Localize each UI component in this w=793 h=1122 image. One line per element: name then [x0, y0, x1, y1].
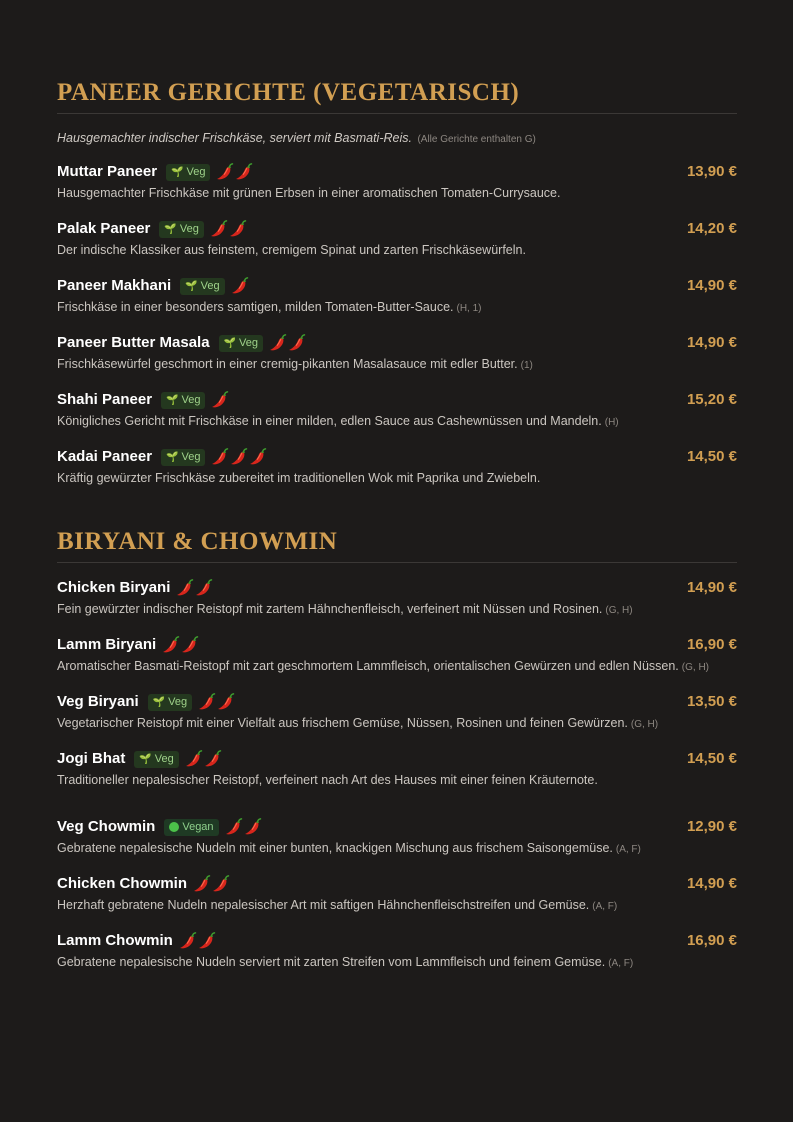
menu-item: [57, 873, 737, 930]
description-text: Hausgemachter Frischkäse mit grünen Erbsen in einer aromatischen Tomaten-Currysauce.: [57, 186, 561, 200]
description-text: Kräftig gewürzter Frischkäse zubereitet im traditionellen Wok mit Paprika und Zwiebeln.: [57, 471, 541, 485]
menu-item: [57, 275, 737, 332]
chili-pepper-icon: [194, 578, 213, 598]
chili-pepper-icon: [175, 578, 194, 598]
menu-item-price: 16,90 €: [686, 636, 737, 653]
menu-item-header: [57, 218, 737, 240]
description-text: Traditioneller nepalesischer Reistopf, verfeinert nach Art des Hauses mit einer feinen Kräuternote.: [57, 773, 598, 787]
badge-label: Veg: [239, 336, 258, 349]
menu-item-price: 13,50 €: [686, 693, 737, 710]
veg-badge: [161, 392, 205, 409]
veg-badge: [166, 164, 210, 181]
chili-pepper-icon: [184, 749, 203, 769]
menu-item-name: Veg Chowmin: [57, 818, 156, 835]
menu-item-header: [57, 446, 737, 468]
spice-level: [192, 874, 230, 894]
badge-label: Veg: [168, 695, 188, 708]
menu-item-header: [57, 816, 737, 838]
menu-item-description: [57, 412, 737, 430]
veg-badge: [134, 751, 178, 768]
menu-item-price: 14,20 €: [686, 220, 737, 237]
badge-label: Veg: [179, 222, 199, 235]
chili-pepper-icon: [224, 817, 243, 837]
menu-item-price: 12,90 €: [686, 818, 737, 835]
menu-item-description: [57, 600, 737, 618]
menu-item-name: Chicken Chowmin: [57, 875, 188, 892]
menu-item-name: Veg Biryani: [57, 693, 139, 710]
description-text: Herzhaft gebratene Nudeln nepalesischer Art mit saftigen Hähnchenfleischstreifen und Gemüse.: [57, 898, 590, 912]
menu-item-price: 14,50 €: [686, 448, 737, 465]
spice-level: [161, 635, 199, 655]
menu-item-description: [57, 953, 737, 971]
veg-badge: [180, 278, 224, 295]
badge-label: Veg: [181, 450, 201, 463]
menu-item-price: 13,90 €: [686, 163, 737, 180]
chili-pepper-icon: [228, 219, 247, 239]
chili-pepper-icon: [161, 635, 180, 655]
allergen-codes: (G, H): [681, 662, 710, 673]
chili-pepper-icon: [197, 692, 216, 712]
menu-item: [57, 446, 737, 503]
description-text: Königliches Gericht mit Frischkäse in einer milden, edlen Sauce aus Cashewnüssen und Mandeln.: [57, 414, 602, 428]
menu-item-price: 14,90 €: [686, 334, 737, 351]
menu-item-name: Lamm Biryani: [57, 636, 157, 653]
description-text: Gebratene nepalesische Nudeln mit einer bunten, knackigen Mischung aus frischem Saisongemüse.: [57, 841, 613, 855]
menu-item-name: Chicken Biryani: [57, 579, 171, 596]
section-title: BIRYANI & CHOWMIN: [57, 528, 338, 555]
chili-pepper-icon: [216, 692, 235, 712]
menu-item-name: Muttar Paneer: [57, 163, 158, 180]
menu-item-description: [57, 298, 737, 316]
spice-level: [224, 817, 262, 837]
badge-label: Veg: [181, 393, 201, 406]
menu-item-description: [57, 657, 737, 675]
veg-badge: [161, 449, 205, 466]
menu-item-name: Kadai Paneer: [57, 448, 153, 465]
section-title: PANEER GERICHTE (VEGETARISCH): [57, 79, 520, 106]
menu-item-description: [57, 355, 737, 373]
spice-level: [178, 931, 216, 951]
menu-item-header: [57, 161, 737, 183]
allergen-codes: (G, H): [605, 605, 633, 616]
menu-item-description: [57, 184, 737, 202]
chili-pepper-icon: [229, 447, 248, 467]
menu-item-description: [57, 771, 737, 789]
veg-badge: [148, 694, 192, 711]
menu-item-price: 15,20 €: [686, 391, 737, 408]
seedling-icon: 🌱: [171, 166, 184, 178]
veg-badge: [219, 335, 263, 352]
menu-item-name: Palak Paneer: [57, 220, 151, 237]
menu-item: [57, 816, 737, 873]
menu-item: [57, 161, 737, 218]
seedling-icon: 🌱: [223, 337, 237, 349]
badge-label: Vegan: [182, 820, 214, 833]
menu-item-price: 14,90 €: [686, 579, 737, 596]
chili-pepper-icon: [178, 931, 197, 951]
badge-label: Veg: [154, 752, 174, 765]
seedling-icon: 🌱: [139, 753, 152, 765]
spice-level: [268, 333, 306, 353]
description-text: Fein gewürzter indischer Reistopf mit zartem Hähnchenfleisch, verfeinert mit Nüssen und Rosinen.: [57, 602, 603, 616]
chili-pepper-icon: [210, 390, 229, 410]
spice-level: [175, 578, 213, 598]
menu-item-description: [57, 241, 737, 259]
menu-item-name: Shahi Paneer: [57, 391, 153, 408]
allergen-codes: (A, F): [592, 901, 618, 912]
seedling-icon: 🌱: [166, 451, 179, 463]
section-intro: [57, 130, 737, 146]
spice-level: [215, 162, 253, 182]
section-biryani-chowmin: [57, 527, 737, 987]
menu-item: [57, 577, 737, 634]
chili-pepper-icon: [287, 333, 306, 353]
intro-note: (Alle Gerichte enthalten G): [417, 134, 536, 145]
seedling-icon: 🌱: [166, 394, 179, 406]
chili-pepper-icon: [230, 276, 249, 296]
chili-pepper-icon: [268, 333, 287, 353]
spice-level: [184, 749, 222, 769]
menu-item-description: [57, 469, 737, 487]
menu-item-description: [57, 714, 737, 732]
chili-pepper-icon: [197, 931, 216, 951]
menu-item-header: [57, 389, 737, 411]
menu-item-name: Paneer Makhani: [57, 277, 172, 294]
menu-item-header: [57, 873, 737, 895]
menu-item: [57, 748, 737, 805]
item-list: [57, 161, 737, 503]
section-paneer: [57, 78, 737, 503]
menu-item-header: [57, 930, 737, 952]
allergen-codes: (A, F): [615, 844, 641, 855]
description-text: Vegetarischer Reistopf mit einer Vielfalt aus frischem Gemüse, Nüssen, Rosinen und feinen Gewürzen.: [57, 716, 628, 730]
veg-badge: [159, 221, 203, 238]
menu-item-price: 14,90 €: [686, 277, 737, 294]
chili-pepper-icon: [211, 874, 230, 894]
allergen-codes: (1): [520, 360, 533, 371]
menu-item-name: Lamm Chowmin: [57, 932, 173, 949]
seedling-icon: 🌱: [164, 223, 177, 235]
menu-item-price: 14,90 €: [686, 875, 737, 892]
menu-item: [57, 634, 737, 691]
chili-pepper-icon: [248, 447, 267, 467]
menu-item-header: [57, 691, 737, 713]
description-text: Gebratene nepalesische Nudeln serviert mit zarten Streifen vom Lammfleisch und feinem Gemüse.: [57, 955, 606, 969]
vegan-badge: [164, 819, 218, 836]
menu-item: [57, 691, 737, 748]
menu-item-description: [57, 839, 737, 857]
menu-item: [57, 332, 737, 389]
spice-level: [197, 692, 235, 712]
menu-item-header: [57, 332, 737, 354]
chili-pepper-icon: [234, 162, 253, 182]
chili-pepper-icon: [203, 749, 222, 769]
menu-item-price: 16,90 €: [686, 932, 737, 949]
description-text: Frischkäse in einer besonders samtigen, milden Tomaten-Butter-Sauce.: [57, 300, 454, 314]
menu-item: [57, 389, 737, 446]
description-text: Der indische Klassiker aus feinstem, cremigem Spinat und zarten Frischkäsewürfeln.: [57, 243, 526, 257]
chili-pepper-icon: [192, 874, 211, 894]
menu-item-header: [57, 275, 737, 297]
spice-level: [230, 276, 249, 296]
seedling-icon: 🌱: [152, 696, 166, 708]
menu-item-header: [57, 748, 737, 770]
item-list: [57, 577, 737, 987]
menu-item-description: [57, 896, 737, 914]
allergen-codes: (H): [604, 417, 619, 428]
chili-pepper-icon: [209, 219, 228, 239]
badge-label: Veg: [186, 165, 206, 178]
description-text: Frischkäsewürfel geschmort in einer cremig-pikanten Masalasauce mit edler Butter.: [57, 357, 518, 371]
menu-item-name: Jogi Bhat: [57, 750, 126, 767]
allergen-codes: (G, H): [630, 719, 659, 730]
intro-text: Hausgemachter indischer Frischkäse, serviert mit Basmati-Reis.: [57, 131, 412, 145]
chili-pepper-icon: [243, 817, 262, 837]
menu-item-header: [57, 577, 737, 599]
menu-item: [57, 930, 737, 987]
description-text: Aromatischer Basmati-Reistopf mit zart geschmortem Lammfleisch, orientalischen Gewürzen und edlen Nüssen.: [57, 659, 679, 673]
chili-pepper-icon: [180, 635, 199, 655]
seedling-icon: 🌱: [185, 280, 198, 292]
section-divider: [57, 113, 737, 114]
allergen-codes: (A, F): [608, 958, 634, 969]
spice-level: [210, 390, 229, 410]
allergen-codes: (H, 1): [456, 303, 482, 314]
spice-level: [209, 219, 247, 239]
green-circle-icon: [169, 822, 179, 832]
spice-level: [210, 447, 267, 467]
chili-pepper-icon: [215, 162, 234, 182]
section-divider: [57, 562, 737, 563]
menu-item-price: 14,50 €: [686, 750, 737, 767]
chili-pepper-icon: [210, 447, 229, 467]
menu-item-header: [57, 634, 737, 656]
menu-item: [57, 218, 737, 275]
badge-label: Veg: [200, 279, 220, 292]
menu-item-name: Paneer Butter Masala: [57, 334, 210, 351]
